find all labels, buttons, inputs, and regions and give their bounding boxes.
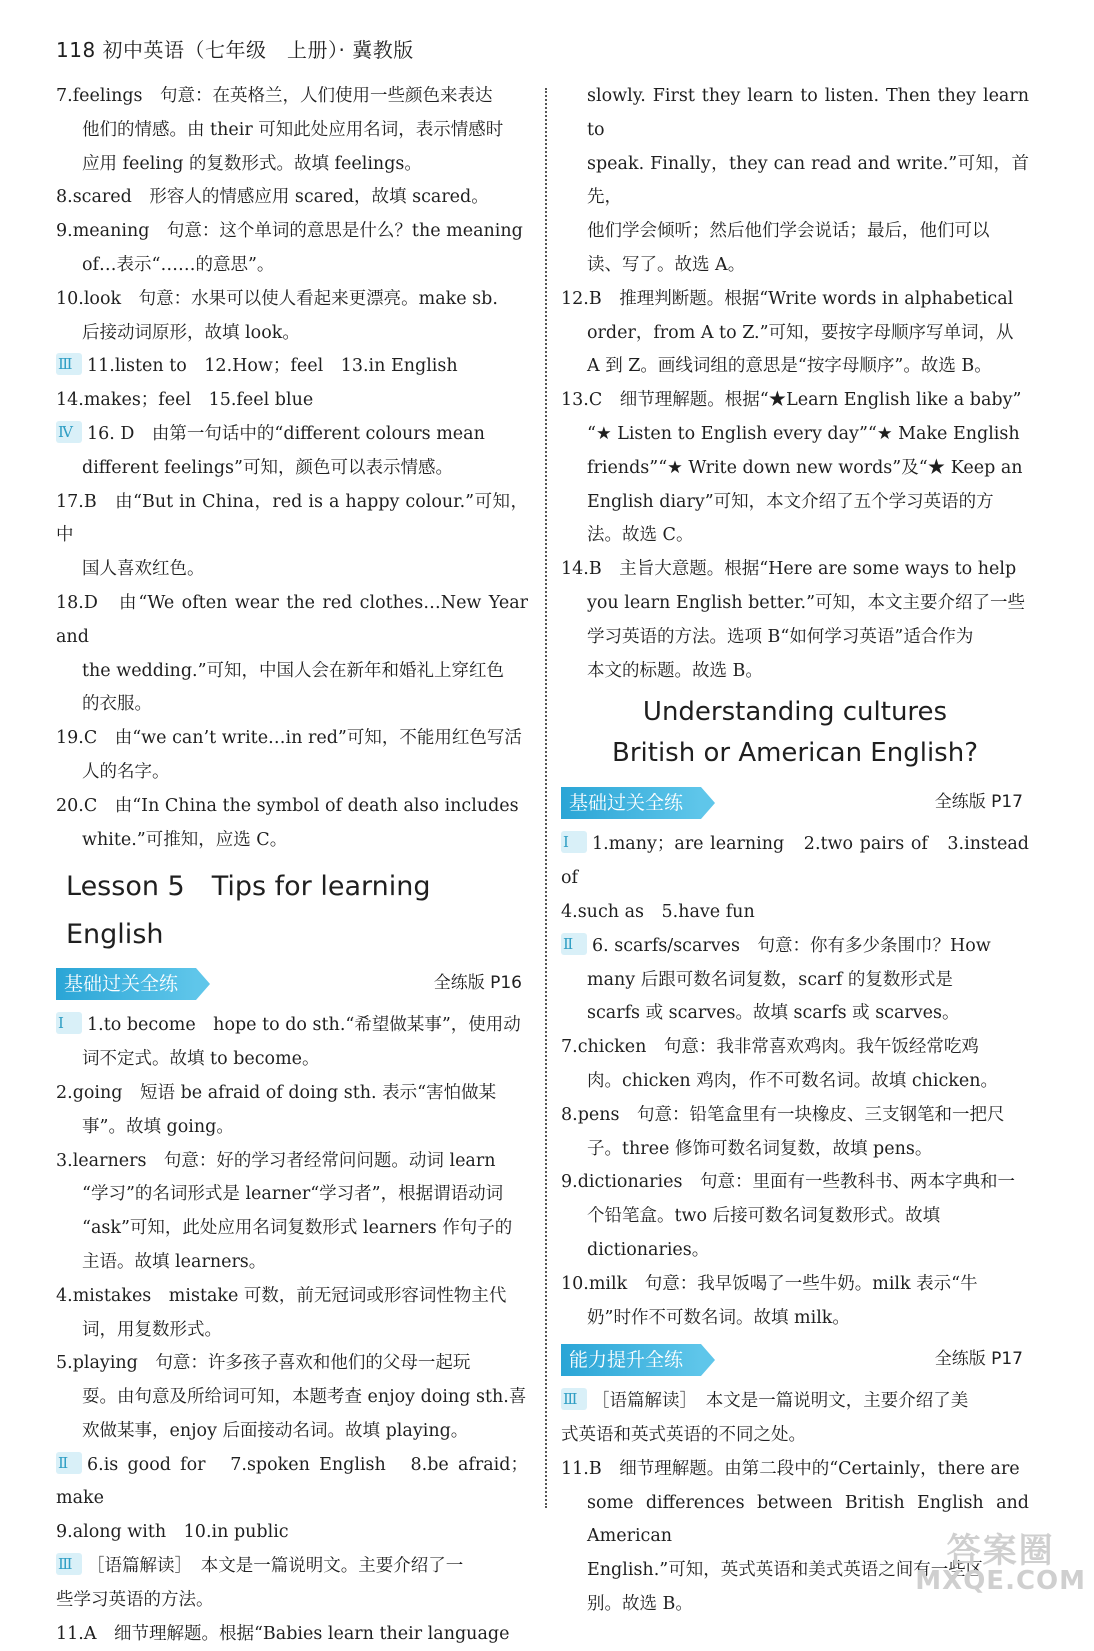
line-text: 后接动词原形，故填 look。 [82, 322, 300, 343]
text-line [561, 283, 1029, 317]
text-line [56, 1347, 528, 1381]
section-number-badge: Ⅲ [561, 1388, 587, 1410]
line-text: 11.listen to 12.How；feel 13.in English [87, 356, 458, 377]
line-text: 学习英语的方法。选项 B“如何学习英语”适合作为 [587, 626, 974, 647]
section-banner: 基础过关全练 [56, 968, 196, 1000]
text-line [561, 350, 1029, 384]
text-line [56, 452, 528, 486]
line-text: ［语篇解读］ 本文是一篇说明文。主要介绍了一 [87, 1556, 464, 1577]
line-text: 7.chicken 句意：我非常喜欢鸡肉。我午饭经常吃鸡 [561, 1037, 979, 1058]
text-line [561, 1453, 1029, 1487]
section-number-badge: Ⅰ [561, 831, 587, 853]
line-text: the wedding.”可知，中国人会在新年和婚礼上穿红色 [82, 660, 505, 681]
text-line [561, 1166, 1029, 1200]
line-text: English diary”可知，本文介绍了五个学习英语的方 [587, 491, 994, 512]
line-text: white.”可推知，应选 C。 [82, 829, 288, 850]
text-line [561, 1385, 1029, 1419]
text-line [561, 997, 1029, 1031]
line-text: A 到 Z。画线词组的意思是“按字母顺序”。故选 B。 [587, 356, 992, 377]
text-line [561, 215, 1029, 249]
line-text: 17.B 由“But in China，red is a happy colour.”可知，中 [56, 491, 528, 546]
text-line [561, 1099, 1029, 1133]
text-line [56, 722, 528, 756]
line-text: 读、写了。故选 A。 [587, 254, 746, 275]
text-line [56, 1618, 528, 1651]
section-number-badge: Ⅳ [56, 421, 82, 443]
text-line [56, 1246, 528, 1280]
line-text: 肉。chicken 鸡肉，作不可数名词。故填 chicken。 [587, 1070, 999, 1091]
text-line [56, 283, 528, 317]
text-line [561, 1419, 1029, 1453]
text-line [56, 756, 528, 790]
line-text: 14.makes；feel 15.feel blue [56, 390, 314, 411]
text-line [561, 1200, 1029, 1234]
line-text: 奶”时作不可数名词。故填 milk。 [587, 1307, 850, 1328]
line-text: 11.B 细节理解题。由第二段中的“Certainly，there are [561, 1458, 1020, 1479]
text-line [56, 1077, 528, 1111]
line-text: order，from A to Z.”可知，要按字母顺序写单词，从 [587, 322, 1014, 343]
line-text: 法。故选 C。 [587, 525, 694, 546]
text-line [561, 964, 1029, 998]
line-text: 词，用复数形式。 [82, 1319, 222, 1340]
line-text: 20.C 由“In China the symbol of death also includes [56, 795, 519, 816]
line-text: 8.pens 句意：铅笔盒里有一块橡皮、三支钢笔和一把尺 [561, 1104, 1005, 1125]
text-line [561, 930, 1029, 964]
text-line [56, 655, 528, 689]
line-text: 2.going 短语 be afraid of doing sth. 表示“害怕做某 [56, 1082, 497, 1103]
text-line [56, 1009, 528, 1043]
line-text: 3.learners 句意：好的学习者经常问问题。动词 learn [56, 1150, 496, 1171]
text-line [56, 1145, 528, 1179]
line-text: 他们的情感。由 their 可知此处应用名词，表示情感时 [82, 119, 504, 140]
line-text: 9.dictionaries 句意：里面有一些教科书、两本字典和一 [561, 1172, 1015, 1193]
text-line [561, 486, 1029, 520]
line-text: 10.look 句意：水果可以使人看起来更漂亮。make sb. [56, 288, 498, 309]
text-line [56, 553, 528, 587]
line-text: 耍。由句意及所给词可知，本题考查 enjoy doing sth.喜 [82, 1387, 527, 1408]
text-line [561, 655, 1029, 689]
text-line [56, 1415, 528, 1449]
text-line [561, 80, 1029, 148]
line-text: 18.D 由“We often wear the red clothes…New Year and [56, 592, 528, 647]
text-line [561, 452, 1029, 486]
column-divider [545, 88, 547, 1508]
line-text: 别。故选 B。 [587, 1594, 693, 1615]
text-line [56, 1449, 528, 1517]
section-number-badge: Ⅲ [56, 353, 82, 375]
text-line [561, 896, 1029, 930]
section-banner: 能力提升全练 [561, 1344, 701, 1376]
text-line [56, 1381, 528, 1415]
section-header [561, 1341, 1029, 1379]
section-header [56, 965, 528, 1003]
section-header [561, 784, 1029, 822]
text-line [56, 1178, 528, 1212]
line-text: 6.is good for 7.spoken English 8.be afraid；make [56, 1454, 528, 1509]
text-line [56, 1550, 528, 1584]
line-text: 事”。故填 going。 [82, 1116, 234, 1137]
line-text: “★ Listen to English every day”“★ Make English [587, 423, 1020, 444]
page-reference: 全练版 P17 [934, 1349, 1023, 1370]
culture-subtitle-line: British or American English? [612, 738, 978, 769]
text-line [561, 384, 1029, 418]
text-line [56, 1111, 528, 1145]
line-text: 国人喜欢红色。 [82, 559, 205, 580]
line-text: 子。three 修饰可数名词复数，故填 pens。 [587, 1138, 933, 1159]
line-text: dictionaries。 [587, 1239, 710, 1260]
text-line [56, 114, 528, 148]
text-line [56, 80, 528, 114]
line-text: friends”“★ Write down new words”及“★ Keep an [587, 457, 1023, 478]
line-text: you learn English better.”可知，本文主要介绍了一些 [587, 592, 1026, 613]
line-text: 1.many；are learning 2.two pairs of 3.instead of [561, 834, 1029, 889]
line-text: 9.meaning 句意：这个单词的意思是什么？the meaning [56, 221, 523, 242]
line-text: 10.milk 句意：我早饭喝了一些牛奶。milk 表示“牛 [561, 1273, 978, 1294]
text-line [56, 1212, 528, 1246]
line-text: some differences between British English and American [587, 1492, 1029, 1547]
line-text: “ask”可知，此处应用名词复数形式 learners 作句子的 [82, 1218, 513, 1239]
text-line [561, 587, 1029, 621]
line-text: 式英语和英式英语的不同之处。 [561, 1425, 806, 1446]
section-number-badge: Ⅱ [561, 933, 587, 955]
text-line [561, 553, 1029, 587]
line-text: speak. Finally，they can read and write.”可知，首先， [587, 153, 1029, 208]
line-text: 8.scared 形容人的情感应用 scared，故填 scared。 [56, 187, 489, 208]
line-text: 应用 feeling 的复数形式。故填 feelings。 [82, 153, 422, 174]
text-line [56, 1516, 528, 1550]
line-text: 16. D 由第一句话中的“different colours mean [87, 423, 485, 444]
text-line [561, 519, 1029, 553]
line-text: 本文的标题。故选 B。 [587, 660, 763, 681]
text-line [561, 1302, 1029, 1336]
text-line [561, 1133, 1029, 1167]
watermark [915, 1531, 1086, 1596]
line-text: 4.such as 5.have fun [561, 901, 755, 922]
text-line [56, 181, 528, 215]
text-line [561, 1268, 1029, 1302]
line-text: slowly. First they learn to listen. Then they learn to [587, 86, 1029, 140]
line-text: 1.to become hope to do sth.“希望做某事”，使用动 [87, 1015, 521, 1036]
page-reference: 全练版 P17 [934, 792, 1023, 813]
watermark-url: MXQE.COM [915, 1566, 1086, 1596]
line-text: 欢做某事，enjoy 后面接动名词。故填 playing。 [82, 1420, 469, 1441]
line-text: 他们学会倾听；然后他们学会说话；最后，他们可以 [587, 221, 990, 242]
text-line [561, 1031, 1029, 1065]
right-column [561, 80, 1029, 1622]
text-line [56, 148, 528, 182]
line-text: 19.C 由“we can’t write…in red”可知，不能用红色写活 [56, 728, 522, 749]
line-text: 些学习英语的方法。 [56, 1589, 214, 1610]
culture-title-line: Understanding cultures [642, 697, 948, 728]
line-text: 主语。故填 learners。 [82, 1251, 267, 1272]
line-text: 人的名字。 [82, 761, 170, 782]
line-text: 的衣服。 [82, 694, 152, 715]
line-text: 14.B 主旨大意题。根据“Here are some ways to help [561, 559, 1017, 580]
line-text: 13.C 细节理解题。根据“★Learn English like a baby” [561, 390, 1022, 411]
text-line [56, 350, 528, 384]
text-line [56, 317, 528, 351]
text-line [56, 215, 528, 249]
line-text: 9.along with 10.in public [56, 1522, 289, 1543]
line-text: different feelings”可知，颜色可以表示情感。 [82, 457, 453, 478]
text-line [561, 418, 1029, 452]
text-line [56, 1314, 528, 1348]
text-line [56, 587, 528, 655]
watermark-logo: 答案圈 [946, 1531, 1055, 1571]
line-text: 6. scarfs/scarves 句意：你有多少条围巾？How [592, 935, 991, 956]
text-line [561, 1065, 1029, 1099]
line-text: 个铅笔盒。two 后接可数名词复数形式。故填 [587, 1206, 941, 1227]
text-line [561, 621, 1029, 655]
line-text: 词不定式。故填 to become。 [82, 1049, 320, 1070]
left-column [56, 80, 528, 1651]
text-line [561, 249, 1029, 283]
text-line [561, 317, 1029, 351]
text-line [56, 790, 528, 824]
lesson-title: Lesson 5 Tips for learning English [66, 871, 431, 951]
line-text: scarfs 或 scarves。故填 scarfs 或 scarves。 [587, 1003, 960, 1024]
line-text: “学习”的名词形式是 learner“学习者”，根据谓语动词 [82, 1184, 504, 1205]
section-banner: 基础过关全练 [561, 787, 701, 819]
text-line [561, 1234, 1029, 1268]
section-number-badge: Ⅱ [56, 1452, 82, 1474]
text-line [56, 1043, 528, 1077]
line-text: 11.A 细节理解题。根据“Babies learn their language [56, 1623, 510, 1644]
page-header: 118 初中英语（七年级 上册）· 冀教版 [56, 38, 414, 62]
section-number-badge: Ⅰ [56, 1012, 82, 1034]
text-line [56, 418, 528, 452]
text-line [56, 688, 528, 722]
text-line [561, 828, 1029, 896]
line-text: of…表示“……的意思”。 [82, 254, 275, 275]
text-line [56, 824, 528, 858]
culture-title [561, 692, 1029, 774]
line-text: 5.playing 句意：许多孩子喜欢和他们的父母一起玩 [56, 1353, 471, 1374]
text-line [56, 249, 528, 283]
line-text: many 后跟可数名词复数，scarf 的复数形式是 [587, 969, 953, 990]
page-reference: 全练版 P16 [433, 973, 522, 994]
line-text: English.”可知，英式英语和美式英语之间有一些区 [587, 1560, 984, 1581]
text-line [561, 148, 1029, 216]
line-text: 12.B 推理判断题。根据“Write words in alphabetical [561, 288, 1014, 309]
line-text: 4.mistakes mistake 可数，前无冠词或形容词性物主代 [56, 1285, 507, 1306]
text-line [56, 1280, 528, 1314]
text-line [56, 1584, 528, 1618]
text-line [56, 384, 528, 418]
line-text: ［语篇解读］ 本文是一篇说明文，主要介绍了美 [592, 1391, 969, 1412]
text-line [56, 486, 528, 554]
line-text: 7.feelings 句意：在英格兰，人们使用一些颜色来表达 [56, 86, 493, 106]
section-number-badge: Ⅲ [56, 1553, 82, 1575]
